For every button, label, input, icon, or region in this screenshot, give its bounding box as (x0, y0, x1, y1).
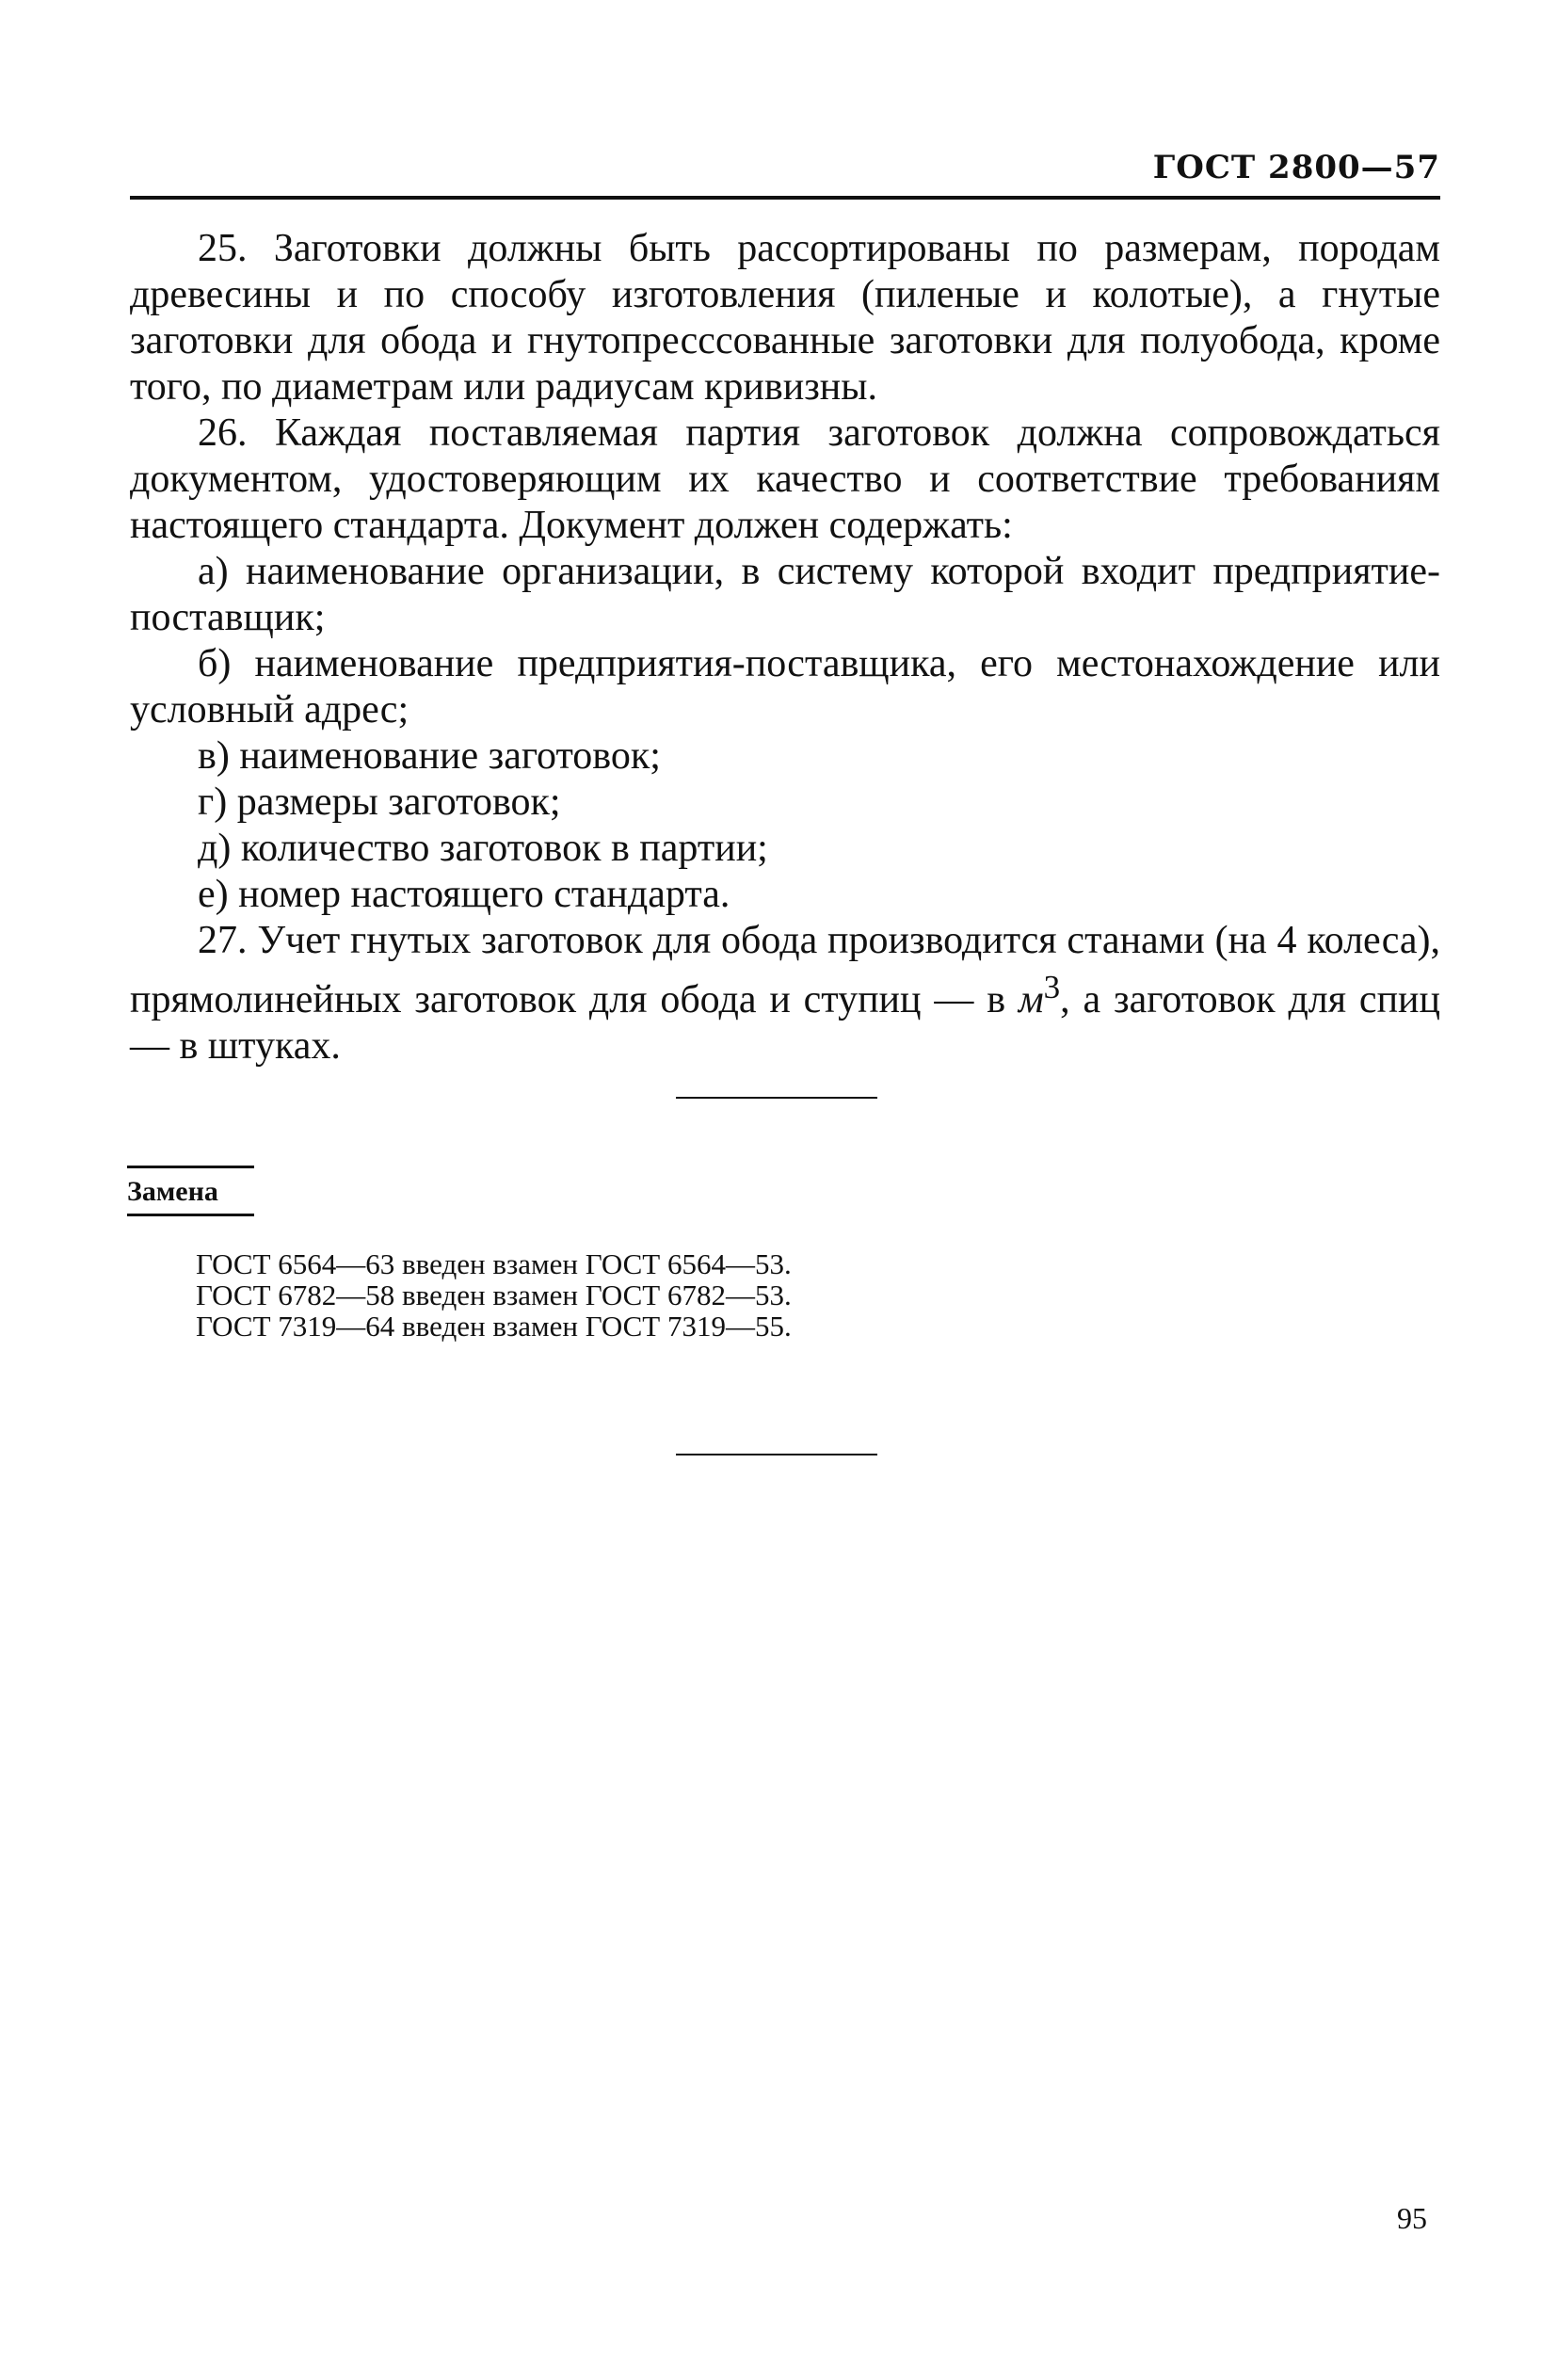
unit-exponent: 3 (1043, 969, 1061, 1005)
paragraph-27-text: 27. Учет гнутых заготовок для обода производится станами (на 4 колеса), прямолинейных заготовок для обода и ступиц — в (130, 919, 1440, 1021)
paragraph-26: 26. Каждая поставляемая партия заготовок должна сопровождаться документом, удостоверяющим их качество и соответствие требованиям настоящего стандарта. Документ должен содержать: (130, 411, 1440, 547)
document-code: ГОСТ 2800—57 (1152, 149, 1440, 186)
replacement-line: ГОСТ 6564—63 введен взамен ГОСТ 6564—53. (196, 1247, 792, 1280)
heading-rule-bottom (127, 1214, 254, 1216)
list-item-b: б) наименование предприятия-поставщика, его местонахождение или условный адрес; (130, 642, 1440, 732)
replacement-list (196, 1248, 792, 1342)
list-item-v: в) наименование заготовок; (198, 734, 661, 778)
paragraph-27-tail: , а заготовок для спиц — в штуках. (130, 978, 1440, 1068)
list-item-d: д) количество заготовок в партии; (198, 827, 768, 870)
replacement-title: Замена (127, 1176, 218, 1207)
body-text (130, 226, 1440, 1069)
list-item-a: а) наименование организации, в систему которой входит предприятие-поставщик; (130, 550, 1440, 639)
heading-rule-top (127, 1166, 254, 1168)
list-item-e: е) номер настоящего стандарта. (198, 873, 730, 916)
section-separator (676, 1454, 877, 1455)
unit-symbol: м (1018, 978, 1044, 1021)
section-separator (676, 1097, 877, 1099)
page-header (130, 149, 1440, 196)
replacement-heading (127, 1166, 254, 1216)
paragraph-27 (130, 918, 1440, 1069)
page-number: 95 (1397, 2201, 1427, 2235)
header-rule (130, 196, 1440, 200)
replacement-line: ГОСТ 6782—58 введен взамен ГОСТ 6782—53. (196, 1278, 792, 1311)
replacement-line: ГОСТ 7319—64 введен взамен ГОСТ 7319—55. (196, 1310, 792, 1343)
list-item-g: г) размеры заготовок; (198, 780, 561, 824)
paragraph-25: 25. Заготовки должны быть рассортированы по размерам, породам древесины и по способу изготовления (пиленые и колотые), а гнутые заготовки для обода и гнутопресссованные заготовки для полуобода, кроме того, по диаметрам или радиусам кривизны. (130, 227, 1440, 409)
